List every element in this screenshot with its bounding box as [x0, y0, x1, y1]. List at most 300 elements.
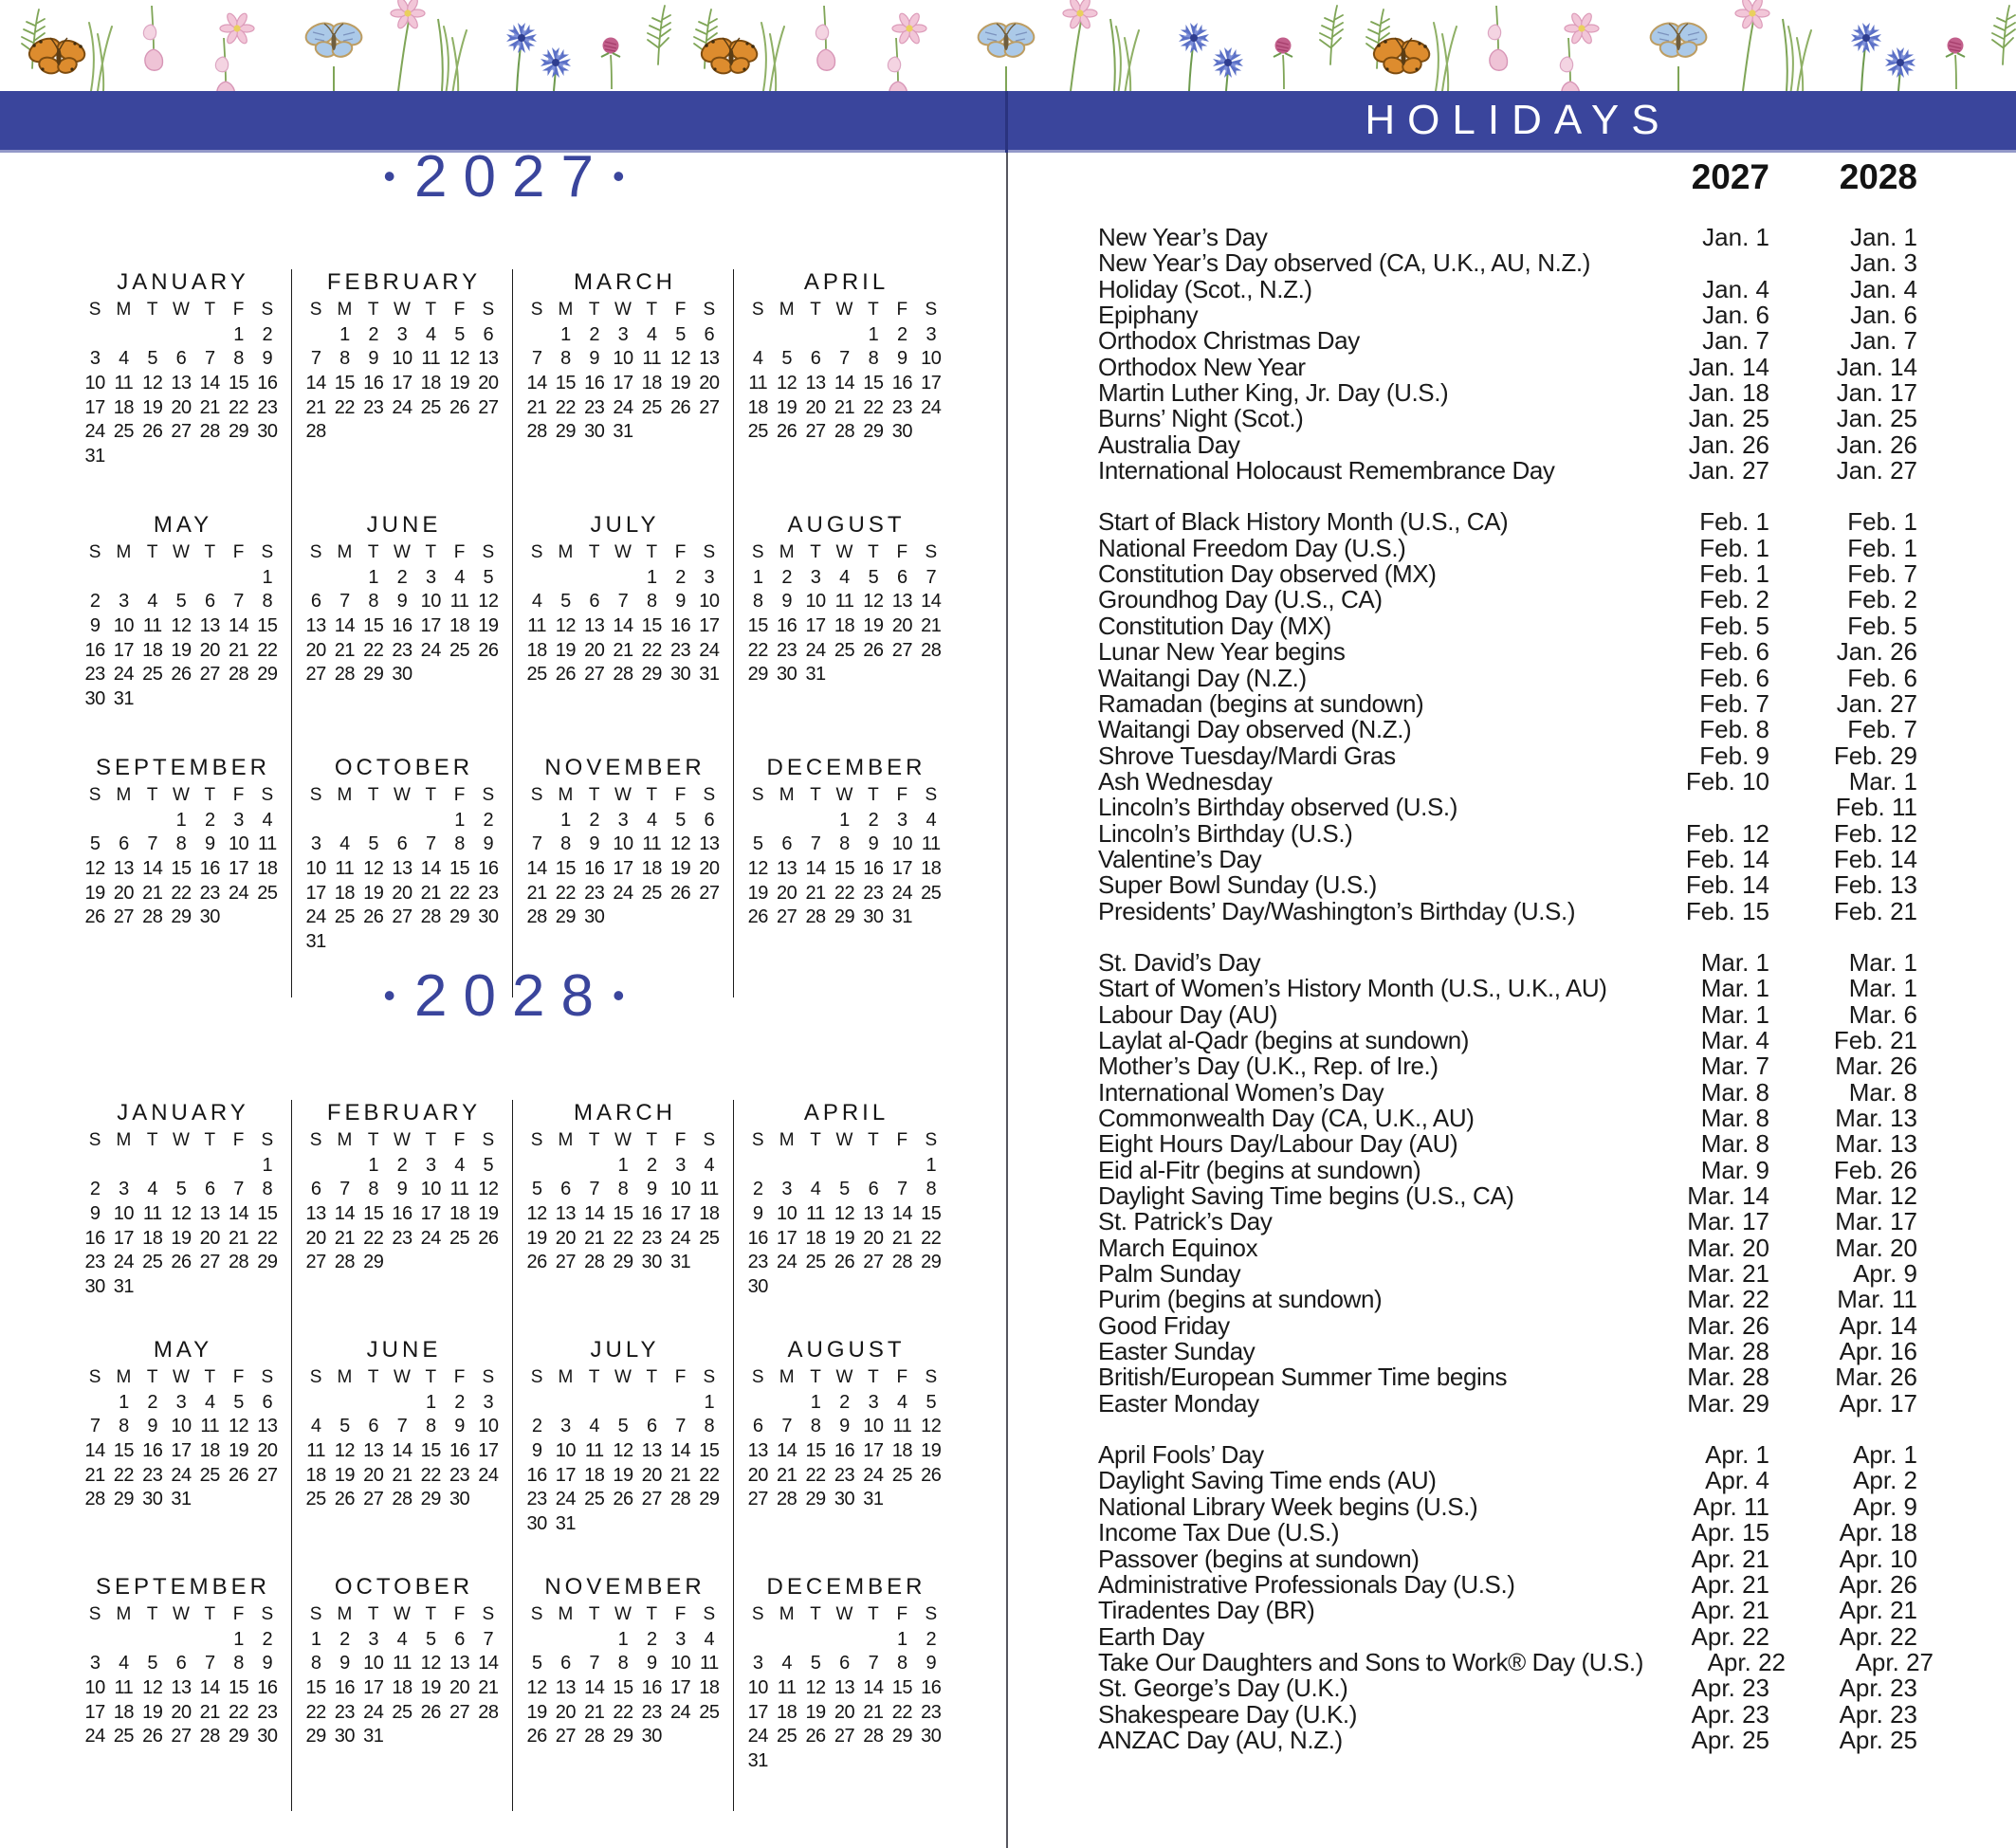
day-cell: 30: [641, 1726, 662, 1747]
day-cell: 24: [669, 1227, 691, 1249]
holiday-date-2027: Apr. 1: [1705, 1440, 1769, 1470]
day-cell: 23: [526, 1489, 547, 1510]
day-cell: 11: [527, 615, 547, 637]
holiday-name: Start of Women’s History Month (U.S., U.K., AU): [1098, 974, 1607, 1003]
day-cell: 14: [334, 1203, 356, 1225]
weekday-label: S: [482, 542, 495, 562]
day-cell: 6: [454, 1628, 465, 1650]
day-cell: 11: [335, 858, 355, 880]
weekday-label: T: [646, 300, 658, 320]
day-cell: 24: [699, 639, 720, 661]
day-cell: 12: [526, 1203, 547, 1225]
day-cell: 29: [613, 1252, 633, 1273]
day-cell: 10: [555, 1440, 577, 1462]
day-cell: 9: [839, 1416, 850, 1437]
day-cell: 21: [84, 1464, 105, 1486]
weekday-label: M: [337, 785, 353, 805]
day-cell: 8: [119, 1416, 129, 1437]
day-cell: 7: [396, 1416, 408, 1437]
day-cell: 29: [113, 1489, 135, 1510]
day-cell: 9: [589, 348, 600, 370]
day-cell: 5: [617, 1416, 629, 1437]
day-cell: 31: [363, 1726, 384, 1747]
day-cell: 14: [834, 373, 855, 394]
day-cell: 24: [555, 1489, 577, 1510]
empty-cell: [195, 567, 224, 592]
month-title: MARCH: [574, 269, 676, 295]
empty-cell: [666, 1392, 694, 1417]
weekday-label: F: [896, 542, 908, 562]
day-cell: 8: [839, 833, 850, 855]
weekday-label: F: [232, 1604, 245, 1624]
day-cell: 12: [669, 833, 691, 855]
day-cell: 5: [868, 566, 879, 588]
month-day-grid: [81, 542, 282, 713]
day-cell: 20: [113, 882, 135, 904]
day-cell: 8: [617, 1653, 629, 1674]
holiday-row: [1098, 352, 1917, 381]
day-cell: 20: [449, 1677, 470, 1699]
day-cell: 23: [584, 396, 605, 418]
day-cell: 26: [142, 421, 163, 443]
day-cell: 30: [334, 1726, 356, 1747]
day-cell: 5: [560, 591, 571, 613]
day-cell: 28: [863, 1726, 884, 1747]
day-cell: 30: [891, 421, 912, 443]
day-cell: 12: [777, 373, 797, 394]
holiday-date-2027: Mar. 28: [1687, 1363, 1769, 1392]
day-cell: 10: [777, 1203, 797, 1225]
day-cell: 1: [454, 809, 465, 831]
day-cell: 23: [921, 1701, 942, 1723]
weekday-label: M: [116, 785, 132, 805]
day-cell: 13: [449, 1653, 470, 1674]
holiday-name: Earth Day: [1098, 1621, 1205, 1651]
day-cell: 1: [233, 1628, 244, 1650]
day-cell: 12: [171, 1203, 192, 1225]
day-cell: 12: [613, 1440, 633, 1462]
day-cell: 10: [84, 373, 105, 394]
day-cell: 31: [613, 421, 633, 443]
weekday-label: S: [309, 1367, 322, 1387]
weekday-label: S: [530, 785, 543, 805]
month-2028-december: [734, 1574, 955, 1811]
day-cell: 10: [613, 348, 633, 370]
holiday-date-2027: Apr. 22: [1707, 1647, 1786, 1676]
day-cell: 1: [560, 809, 571, 831]
empty-cell: [167, 567, 195, 592]
holiday-name: Palm Sunday: [1098, 1259, 1241, 1289]
holiday-row: [1098, 1647, 1934, 1676]
day-cell: 11: [748, 373, 768, 394]
holiday-name: Super Bowl Sunday (U.S.): [1098, 870, 1377, 900]
day-cell: 22: [921, 1227, 942, 1249]
holiday-date-2027: Jan. 14: [1688, 352, 1769, 381]
holiday-date-2027: Feb. 7: [1699, 688, 1769, 718]
holiday-date-2028: Mar. 11: [1837, 1285, 1917, 1314]
empty-cell: [81, 1392, 109, 1417]
holiday-date-2027: Mar. 14: [1687, 1181, 1769, 1211]
weekday-label: S: [261, 542, 274, 562]
holiday-month-section: [1098, 947, 1917, 1418]
day-cell: 28: [420, 906, 441, 928]
day-cell: 15: [228, 373, 249, 394]
holiday-date-2028: Mar. 1: [1848, 766, 1917, 796]
day-cell: 13: [363, 1440, 384, 1462]
holiday-name: Presidents’ Day/Washington’s Birthday (U.S.): [1098, 896, 1576, 925]
day-cell: 26: [613, 1489, 633, 1510]
empty-cell: [801, 1155, 830, 1180]
weekday-label: M: [558, 1604, 574, 1624]
day-cell: 8: [233, 348, 244, 370]
empty-cell: [416, 810, 445, 834]
holiday-row: [1098, 1598, 1917, 1623]
day-cell: 9: [89, 1203, 101, 1225]
day-cell: 25: [257, 882, 278, 904]
day-cell: 5: [483, 566, 494, 588]
weekday-label: T: [146, 1604, 158, 1624]
holiday-date-2027: Mar. 8: [1700, 1077, 1769, 1107]
weekday-label: T: [204, 542, 216, 562]
day-cell: 17: [613, 373, 633, 394]
empty-cell: [167, 1629, 195, 1654]
holiday-date-2027: Jan. 7: [1702, 326, 1769, 356]
day-cell: 13: [305, 615, 326, 637]
day-cell: 7: [897, 1179, 907, 1200]
day-cell: 20: [199, 639, 220, 661]
weekday-label: T: [588, 1604, 600, 1624]
holiday-row: [1098, 1388, 1917, 1418]
day-cell: 20: [305, 639, 326, 661]
holiday-date-2028: Apr. 27: [1855, 1647, 1934, 1676]
day-cell: 11: [200, 1416, 220, 1437]
day-cell: 16: [834, 1440, 855, 1462]
day-cell: 26: [526, 1252, 547, 1273]
holiday-date-2028: Jan. 6: [1850, 301, 1917, 330]
empty-cell: [109, 810, 137, 834]
day-cell: 24: [84, 421, 105, 443]
holiday-date-2028: Mar. 6: [1848, 999, 1917, 1029]
day-cell: 1: [646, 566, 657, 588]
day-cell: 6: [560, 1653, 571, 1674]
day-cell: 5: [675, 809, 686, 831]
day-cell: 16: [84, 1227, 105, 1249]
day-cell: 29: [921, 1252, 942, 1273]
weekday-label: F: [453, 785, 466, 805]
weekday-label: W: [394, 1367, 411, 1387]
day-cell: 6: [262, 1391, 273, 1413]
weekday-label: T: [810, 1604, 821, 1624]
day-cell: 18: [584, 1464, 605, 1486]
day-cell: 20: [699, 858, 720, 880]
holiday-name: International Holocaust Remembrance Day: [1098, 456, 1555, 485]
day-cell: 13: [863, 1203, 884, 1225]
day-cell: 28: [777, 1489, 797, 1510]
day-cell: 27: [392, 906, 412, 928]
day-cell: 21: [526, 396, 547, 418]
month-title: APRIL: [803, 269, 889, 295]
day-cell: 13: [478, 348, 499, 370]
day-cell: 18: [449, 1203, 470, 1225]
month-2027-july: [513, 512, 734, 755]
day-cell: 9: [675, 591, 686, 613]
empty-cell: [302, 1155, 330, 1180]
holiday-name: Easter Monday: [1098, 1388, 1259, 1418]
weekday-label: S: [751, 1604, 764, 1624]
month-title: JULY: [590, 1337, 660, 1363]
day-cell: 30: [449, 1489, 470, 1510]
day-cell: 25: [921, 882, 942, 904]
day-cell: 21: [142, 882, 163, 904]
day-cell: 10: [305, 858, 326, 880]
empty-cell: [580, 1392, 609, 1417]
day-cell: 19: [555, 639, 577, 661]
weekday-label: S: [530, 300, 543, 320]
day-cell: 31: [699, 664, 720, 686]
day-cell: 17: [84, 1701, 105, 1723]
day-cell: 5: [89, 833, 101, 855]
holiday-row: [1098, 1675, 1917, 1701]
weekday-label: S: [751, 1130, 764, 1150]
month-day-grid: [522, 300, 724, 446]
day-cell: 2: [454, 1391, 465, 1413]
empty-cell: [609, 1392, 637, 1417]
day-cell: 1: [339, 323, 350, 345]
day-cell: 16: [863, 858, 884, 880]
weekday-label: T: [425, 300, 437, 320]
day-cell: 21: [863, 1701, 884, 1723]
day-cell: 9: [396, 1179, 408, 1200]
day-cell: 19: [478, 1203, 499, 1225]
holiday-date-2028: Apr. 2: [1853, 1466, 1917, 1495]
day-cell: 29: [257, 664, 278, 686]
month-day-grid: [743, 1367, 945, 1513]
day-cell: 6: [560, 1179, 571, 1200]
weekday-label: T: [868, 785, 879, 805]
day-cell: 19: [171, 639, 192, 661]
day-cell: 18: [921, 858, 942, 880]
day-cell: 4: [339, 833, 350, 855]
day-cell: 12: [142, 1677, 163, 1699]
weekday-label: S: [261, 1367, 274, 1387]
holiday-name: Daylight Saving Time begins (U.S., CA): [1098, 1181, 1514, 1211]
weekday-label: T: [204, 300, 216, 320]
weekday-label: F: [674, 1130, 687, 1150]
day-cell: 20: [478, 373, 499, 394]
day-cell: 1: [617, 1154, 629, 1176]
holiday-date-2027: Jan. 27: [1688, 456, 1769, 485]
day-cell: 5: [175, 1179, 187, 1200]
day-cell: 13: [305, 1203, 326, 1225]
holiday-row: [1098, 533, 1917, 562]
holiday-date-2027: Feb. 9: [1699, 741, 1769, 770]
day-cell: 2: [531, 1416, 542, 1437]
day-cell: 15: [613, 1677, 633, 1699]
day-cell: 21: [526, 882, 547, 904]
weekday-label: S: [925, 785, 938, 805]
day-cell: 30: [392, 664, 412, 686]
holiday-date-2028: Feb. 7: [1847, 715, 1917, 744]
day-cell: 30: [478, 906, 499, 928]
day-cell: 16: [777, 615, 797, 637]
weekday-label: S: [703, 785, 716, 805]
day-cell: 3: [425, 1154, 436, 1176]
day-cell: 17: [363, 1677, 384, 1699]
weekday-label: W: [173, 1604, 190, 1624]
weekday-label: T: [810, 542, 821, 562]
day-cell: 11: [114, 373, 134, 394]
day-cell: 7: [204, 348, 215, 370]
holiday-date-2028: Mar. 1: [1848, 947, 1917, 977]
empty-cell: [743, 324, 772, 349]
day-cell: 27: [257, 1464, 278, 1486]
day-cell: 1: [704, 1391, 715, 1413]
weekday-label: T: [868, 542, 879, 562]
day-cell: 17: [228, 858, 249, 880]
weekday-label: S: [925, 1367, 938, 1387]
day-cell: 17: [171, 1440, 192, 1462]
day-cell: 20: [555, 1227, 577, 1249]
year-label: 2027: [414, 143, 610, 210]
month-day-grid: [81, 300, 282, 470]
day-cell: 4: [781, 1653, 792, 1674]
day-cell: 28: [584, 1252, 605, 1273]
day-cell: 24: [392, 396, 412, 418]
day-cell: 28: [305, 421, 326, 443]
day-cell: 13: [834, 1677, 855, 1699]
empty-cell: [359, 810, 388, 834]
day-cell: 8: [560, 348, 571, 370]
holiday-row: [1098, 896, 1917, 925]
day-cell: 20: [392, 882, 412, 904]
day-cell: 3: [368, 1628, 379, 1650]
holiday-date-2027: Jan. 1: [1702, 223, 1769, 251]
day-cell: 4: [310, 1416, 321, 1437]
day-cell: 22: [613, 1227, 633, 1249]
day-cell: 31: [555, 1513, 577, 1535]
day-cell: 3: [396, 323, 408, 345]
weekday-label: S: [530, 1130, 543, 1150]
holiday-row: [1098, 1209, 1917, 1235]
empty-cell: [522, 324, 551, 349]
day-cell: 19: [669, 373, 691, 394]
empty-cell: [551, 1392, 579, 1417]
day-cell: 21: [891, 1227, 912, 1249]
day-cell: 12: [334, 1440, 356, 1462]
day-cell: 3: [425, 566, 436, 588]
empty-cell: [830, 1629, 858, 1654]
day-cell: 20: [584, 639, 605, 661]
holiday-row: [1098, 1261, 1917, 1287]
empty-cell: [138, 810, 167, 834]
day-cell: 20: [891, 615, 912, 637]
weekday-label: S: [309, 1130, 322, 1150]
title-dot: •: [612, 156, 625, 195]
empty-cell: [888, 1155, 916, 1180]
day-cell: 27: [171, 421, 192, 443]
day-cell: 25: [805, 1252, 826, 1273]
weekday-label: M: [337, 300, 353, 320]
holiday-row: [1098, 999, 1917, 1029]
day-cell: 12: [805, 1677, 826, 1699]
holiday-date-2027: Apr. 23: [1691, 1674, 1769, 1703]
day-cell: 17: [392, 373, 412, 394]
day-cell: 12: [921, 1416, 942, 1437]
holiday-date-2028: Apr. 9: [1853, 1259, 1917, 1289]
day-cell: 31: [84, 446, 105, 467]
day-cell: 16: [747, 1227, 768, 1249]
day-cell: 19: [613, 1464, 633, 1486]
holiday-name: St. Patrick’s Day: [1098, 1207, 1273, 1236]
day-cell: 28: [526, 906, 547, 928]
day-cell: 23: [891, 396, 912, 418]
day-cell: 13: [805, 373, 826, 394]
weekday-label: M: [337, 1367, 353, 1387]
empty-cell: [81, 1629, 109, 1654]
day-cell: 4: [810, 1179, 821, 1200]
holiday-date-2027: Jan. 26: [1688, 430, 1769, 459]
day-cell: 7: [531, 348, 542, 370]
day-cell: 10: [113, 615, 135, 637]
day-cell: 18: [891, 1440, 912, 1462]
weekday-label: M: [337, 542, 353, 562]
day-cell: 14: [305, 373, 326, 394]
day-cell: 15: [420, 1440, 441, 1462]
day-cell: 16: [641, 1203, 662, 1225]
holiday-name: Easter Sunday: [1098, 1337, 1255, 1366]
day-cell: 2: [781, 566, 792, 588]
day-cell: 8: [560, 833, 571, 855]
weekday-label: M: [779, 1604, 795, 1624]
day-cell: 13: [699, 348, 720, 370]
holiday-date-2028: Jan. 26: [1836, 637, 1917, 667]
day-cell: 5: [531, 1653, 542, 1674]
holiday-name: Constitution Day (MX): [1098, 611, 1331, 640]
day-cell: 19: [171, 1227, 192, 1249]
day-cell: 23: [669, 639, 691, 661]
holiday-date-2028: Mar. 17: [1835, 1207, 1917, 1236]
day-cell: 26: [669, 882, 691, 904]
day-cell: 11: [699, 1179, 719, 1200]
month-2028-september: [71, 1574, 292, 1811]
empty-cell: [109, 567, 137, 592]
holiday-name: National Library Week begins (U.S.): [1098, 1491, 1478, 1521]
holiday-date-2027: Jan. 4: [1702, 274, 1769, 303]
day-cell: 13: [891, 591, 912, 613]
holiday-date-2028: Apr. 22: [1839, 1621, 1917, 1651]
day-cell: 7: [589, 1179, 600, 1200]
day-cell: 24: [84, 1726, 105, 1747]
day-cell: 30: [257, 421, 278, 443]
holiday-date-2027: Feb. 8: [1699, 715, 1769, 744]
day-cell: 25: [305, 1489, 326, 1510]
holiday-date-2027: Mar. 29: [1687, 1388, 1769, 1418]
month-day-grid: [743, 1604, 945, 1775]
day-cell: 13: [641, 1440, 662, 1462]
day-cell: 16: [891, 373, 912, 394]
day-cell: 10: [478, 1416, 499, 1437]
day-cell: 12: [863, 591, 884, 613]
empty-cell: [551, 567, 579, 592]
holiday-name: Valentine’s Day: [1098, 844, 1262, 873]
day-cell: 22: [805, 1464, 826, 1486]
day-cell: 26: [478, 639, 499, 661]
weekday-label: S: [925, 1604, 938, 1624]
month-title: JUNE: [366, 512, 442, 538]
holiday-name: Passover (begins at sundown): [1098, 1544, 1420, 1573]
day-cell: 5: [839, 1179, 850, 1200]
holiday-row: [1098, 1491, 1917, 1521]
